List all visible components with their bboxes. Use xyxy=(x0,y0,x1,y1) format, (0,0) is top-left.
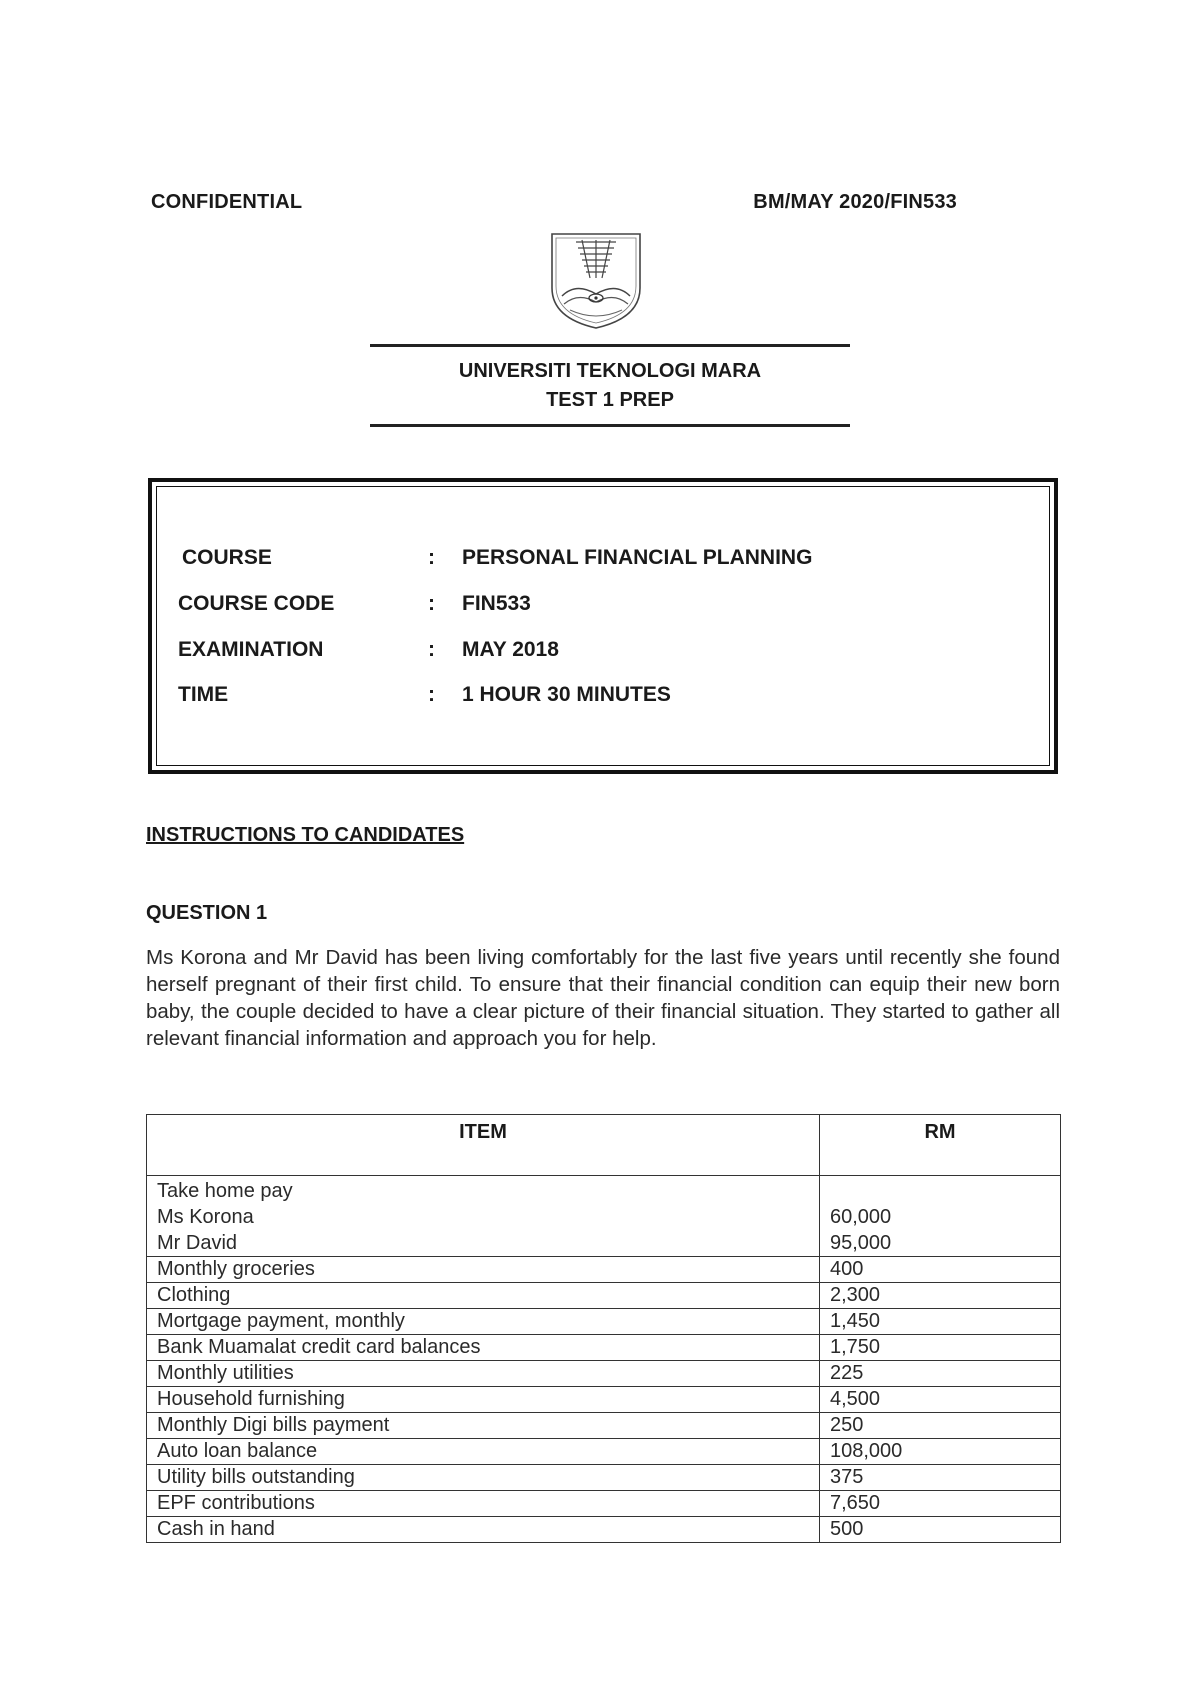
rm-column-header: RM xyxy=(820,1115,1061,1176)
item-cell: Monthly groceries xyxy=(147,1257,820,1283)
test-title: TEST 1 PREP xyxy=(546,389,674,411)
item-cell: Monthly Digi bills payment xyxy=(147,1413,820,1439)
table-row xyxy=(147,1176,1061,1257)
table-row xyxy=(147,1491,1061,1517)
take-home-pay-label: Take home pay xyxy=(157,1180,293,1202)
item-cell: EPF contributions xyxy=(147,1491,820,1517)
item-cell: Clothing xyxy=(147,1283,820,1309)
table-row xyxy=(147,1387,1061,1413)
examination-label: EXAMINATION xyxy=(178,638,324,661)
rm-cell: 2,300 xyxy=(820,1283,1061,1309)
table-row xyxy=(147,1517,1061,1543)
table-row xyxy=(147,1465,1061,1491)
rm-cell: 1,750 xyxy=(820,1335,1061,1361)
rm-cell xyxy=(820,1176,1061,1257)
rm-cell: 225 xyxy=(820,1361,1061,1387)
course-info-box xyxy=(148,478,1058,774)
question-text: Ms Korona and Mr David has been living comfortably for the last five years until recently she found herself pregnant of their first child. To ensure that their financial condition can equip their new born baby, the couple decided to have a clear picture of their financial situation. They started to gather all relevant financial information and approach you for help. xyxy=(146,946,1060,1050)
table-row xyxy=(147,1283,1061,1309)
time-value: 1 HOUR 30 MINUTES xyxy=(462,683,671,706)
item-cell: Bank Muamalat credit card balances xyxy=(147,1335,820,1361)
item-cell: Mortgage payment, monthly xyxy=(147,1309,820,1335)
confidential-label: CONFIDENTIAL xyxy=(151,191,303,213)
university-name: UNIVERSITI TEKNOLOGI MARA xyxy=(458,360,762,382)
instructions-heading: INSTRUCTIONS TO CANDIDATES xyxy=(146,824,465,846)
rm-cell: 500 xyxy=(820,1517,1061,1543)
colon: : xyxy=(428,683,435,706)
colon: : xyxy=(428,638,435,661)
item-text: Mr David xyxy=(157,1232,238,1254)
item-cell: Utility bills outstanding xyxy=(147,1465,820,1491)
rm-cell: 7,650 xyxy=(820,1491,1061,1517)
course-value: PERSONAL FINANCIAL PLANNING xyxy=(462,546,813,569)
table-row xyxy=(147,1257,1061,1283)
item-text: Ms Korona xyxy=(157,1206,254,1228)
item-column-header: ITEM xyxy=(147,1115,820,1176)
rm-value: 60,000 xyxy=(830,1206,892,1228)
course-code-value: FIN533 xyxy=(462,592,531,615)
item-cell: Auto loan balance xyxy=(147,1439,820,1465)
rm-cell: 400 xyxy=(820,1257,1061,1283)
table-row xyxy=(147,1309,1061,1335)
course-label: COURSE xyxy=(182,546,272,569)
financial-items-table xyxy=(146,1114,1061,1543)
table-row xyxy=(147,1439,1061,1465)
document-code: BM/MAY 2020/FIN533 xyxy=(753,191,957,213)
rm-cell: 375 xyxy=(820,1465,1061,1491)
item-cell: Household furnishing xyxy=(147,1387,820,1413)
table-row xyxy=(147,1335,1061,1361)
time-label: TIME xyxy=(178,683,229,706)
rm-cell: 250 xyxy=(820,1413,1061,1439)
colon: : xyxy=(428,546,435,569)
blank-line xyxy=(830,1178,1050,1204)
university-crest-icon xyxy=(546,230,646,330)
item-cell: Monthly utilities xyxy=(147,1361,820,1387)
rm-cell: 1,450 xyxy=(820,1309,1061,1335)
title-bottom-rule xyxy=(370,424,850,427)
item-cell: Cash in hand xyxy=(147,1517,820,1543)
item-cell xyxy=(147,1176,820,1257)
course-code-label: COURSE CODE xyxy=(178,592,335,615)
rm-value: 95,000 xyxy=(830,1232,892,1254)
rm-cell: 4,500 xyxy=(820,1387,1061,1413)
rm-cell: 108,000 xyxy=(820,1439,1061,1465)
examination-value: MAY 2018 xyxy=(462,638,559,661)
table-row xyxy=(147,1361,1061,1387)
title-top-rule xyxy=(370,344,850,347)
question-heading: QUESTION 1 xyxy=(146,902,268,924)
colon: : xyxy=(428,592,435,615)
table-row xyxy=(147,1413,1061,1439)
table-header-row xyxy=(147,1115,1061,1176)
